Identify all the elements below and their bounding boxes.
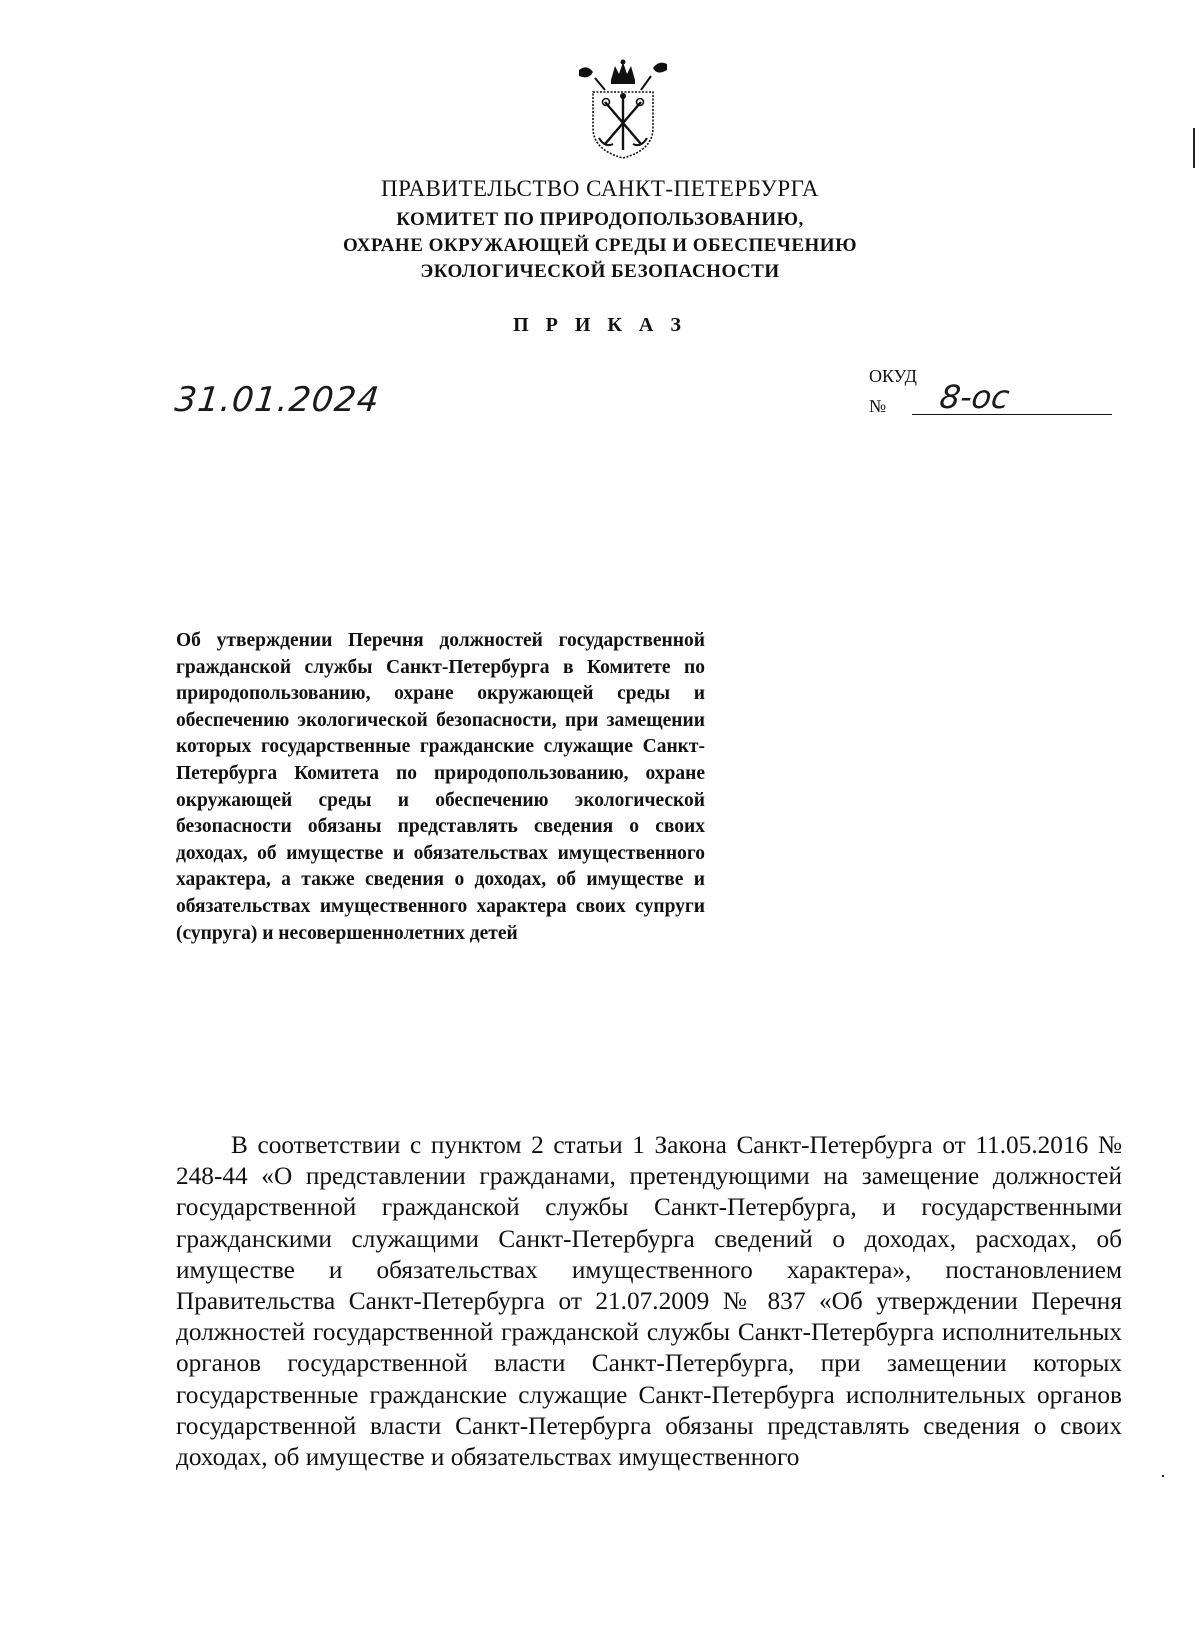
order-body-paragraph: В соответствии с пунктом 2 статьи 1 Закона Санкт-Петербурга от 11.05.2016 № 248-44 «О представлении гражданами, претендующими на замещение должностей государственной гражданской службы Санкт-Петербурга, и государственными гражданскими служащими Санкт-Петербурга сведений о доходах, расходах, об имуществе и обязательствах имущественного характера», постановлением Правительства Санкт-Петербурга от 21.07.2009 № 837 «Об утверждении Перечня должностей государственной гражданской службы Санкт-Петербурга исполнительных органов государственной власти Санкт-Петербурга, при замещении которых государственные гражданские служащие Санкт-Петербурга исполнительных органов государственной власти Санкт-Петербурга обязаны представлять сведения о своих доходах, об имуществе и обязательствах имущественного <box>176 1131 1122 1472</box>
committee-heading-line: ОХРАНЕ ОКРУЖАЮЩЕЙ СРЕДЫ И ОБЕСПЕЧЕНИЮ <box>343 235 857 256</box>
committee-heading-line: ЭКОЛОГИЧЕСКОЙ БЕЗОПАСНОСТИ <box>420 261 780 282</box>
scan-edge-mark <box>1193 128 1195 168</box>
committee-heading-line: КОМИТЕТ ПО ПРИРОДОПОЛЬЗОВАНИЮ, <box>396 209 804 230</box>
okud-label: ОКУД <box>869 366 917 386</box>
government-heading: ПРАВИТЕЛЬСТВО САНКТ-ПЕТЕРБУРГА <box>380 176 820 201</box>
coat-of-arms-emblem <box>575 58 671 162</box>
scan-edge-mark <box>1162 1475 1164 1477</box>
handwritten-number: 8-ос <box>937 378 1012 416</box>
order-title: Об утверждении Перечня должностей государственной гражданской службы Санкт-Петербурга в Комитете по природопользованию, охране окружающей среды и обеспечению экологической безопасности, при замещении которых государственные гражданские служащие Санкт-Петербурга Комитета по природопользованию, охране окружающей среды и обеспечению экологической безопасности обязаны представлять сведения о своих доходах, об имуществе и обязательствах имущественного характера, а также сведения о доходах, об имуществе и обязательствах имущественного характера своих супруги (супруга) и несовершеннолетних детей <box>176 630 705 944</box>
document-type-heading: П Р И К А З <box>513 314 687 336</box>
number-label: № <box>869 396 887 416</box>
committee-heading <box>300 207 900 285</box>
handwritten-date: 31.01.2024 <box>172 380 382 420</box>
